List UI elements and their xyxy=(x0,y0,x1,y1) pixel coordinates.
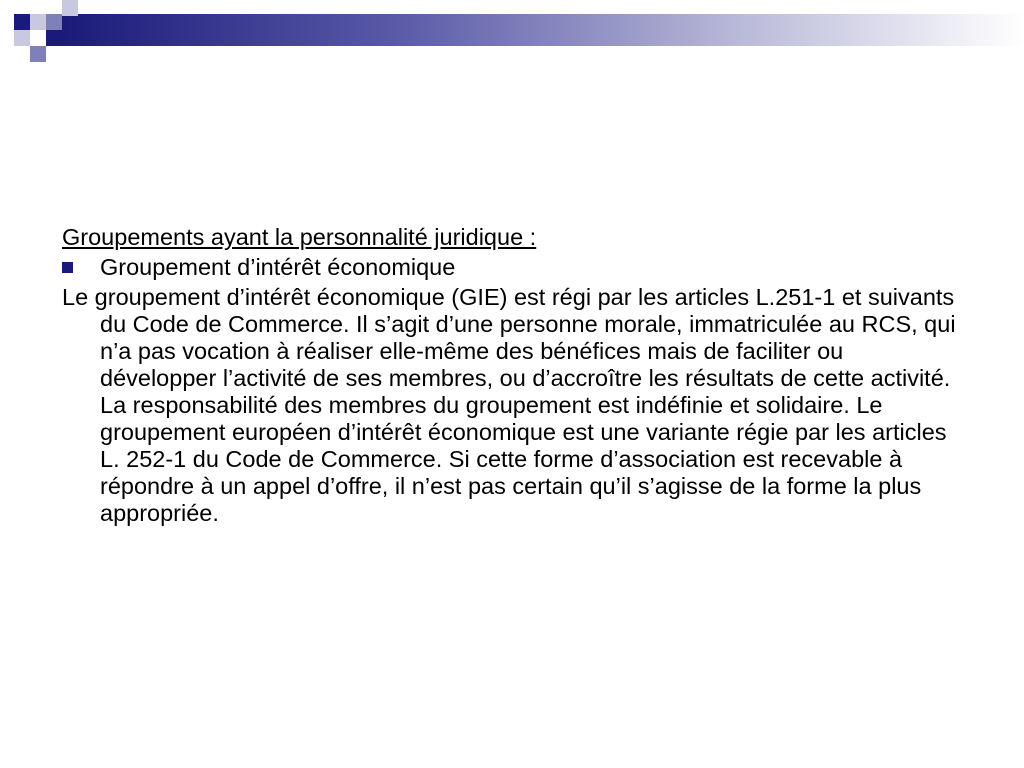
bullet-item xyxy=(62,254,962,281)
slide-body xyxy=(62,224,962,527)
decor-square xyxy=(62,0,78,16)
header-gradient-band xyxy=(60,14,1024,46)
section-heading: Groupements ayant la personnalité juridique : xyxy=(62,224,537,250)
bullet-text: Groupement d’intérêt économique xyxy=(100,254,456,280)
slide-header-decoration xyxy=(0,0,1024,70)
decor-square xyxy=(30,14,46,30)
decor-square xyxy=(30,46,46,62)
decor-square xyxy=(14,14,30,30)
decor-square xyxy=(14,30,30,46)
decor-square xyxy=(46,30,62,46)
square-bullet-icon xyxy=(62,262,73,273)
body-paragraph: Le groupement d’intérêt économique (GIE) est régi par les articles L.251-1 et suivants du Code de Commerce. Il s’agit d’une personne morale, immatriculée au RCS, qui n’a pas vocation à réaliser elle-même des bénéfices mais de faciliter ou développer l’activité de ses membres, ou d’accroître les résultats de cette activité. La responsabilité des membres du groupement est indéfinie et solidaire. Le groupement européen d’intérêt économique est une variante régie par les articles L. 252-1 du Code de Commerce. Si cette forme d’association est recevable à répondre à un appel d’offre, il n’est pas certain qu’il s’agisse de la forme la plus appropriée. xyxy=(62,284,956,526)
decor-square xyxy=(46,14,62,30)
